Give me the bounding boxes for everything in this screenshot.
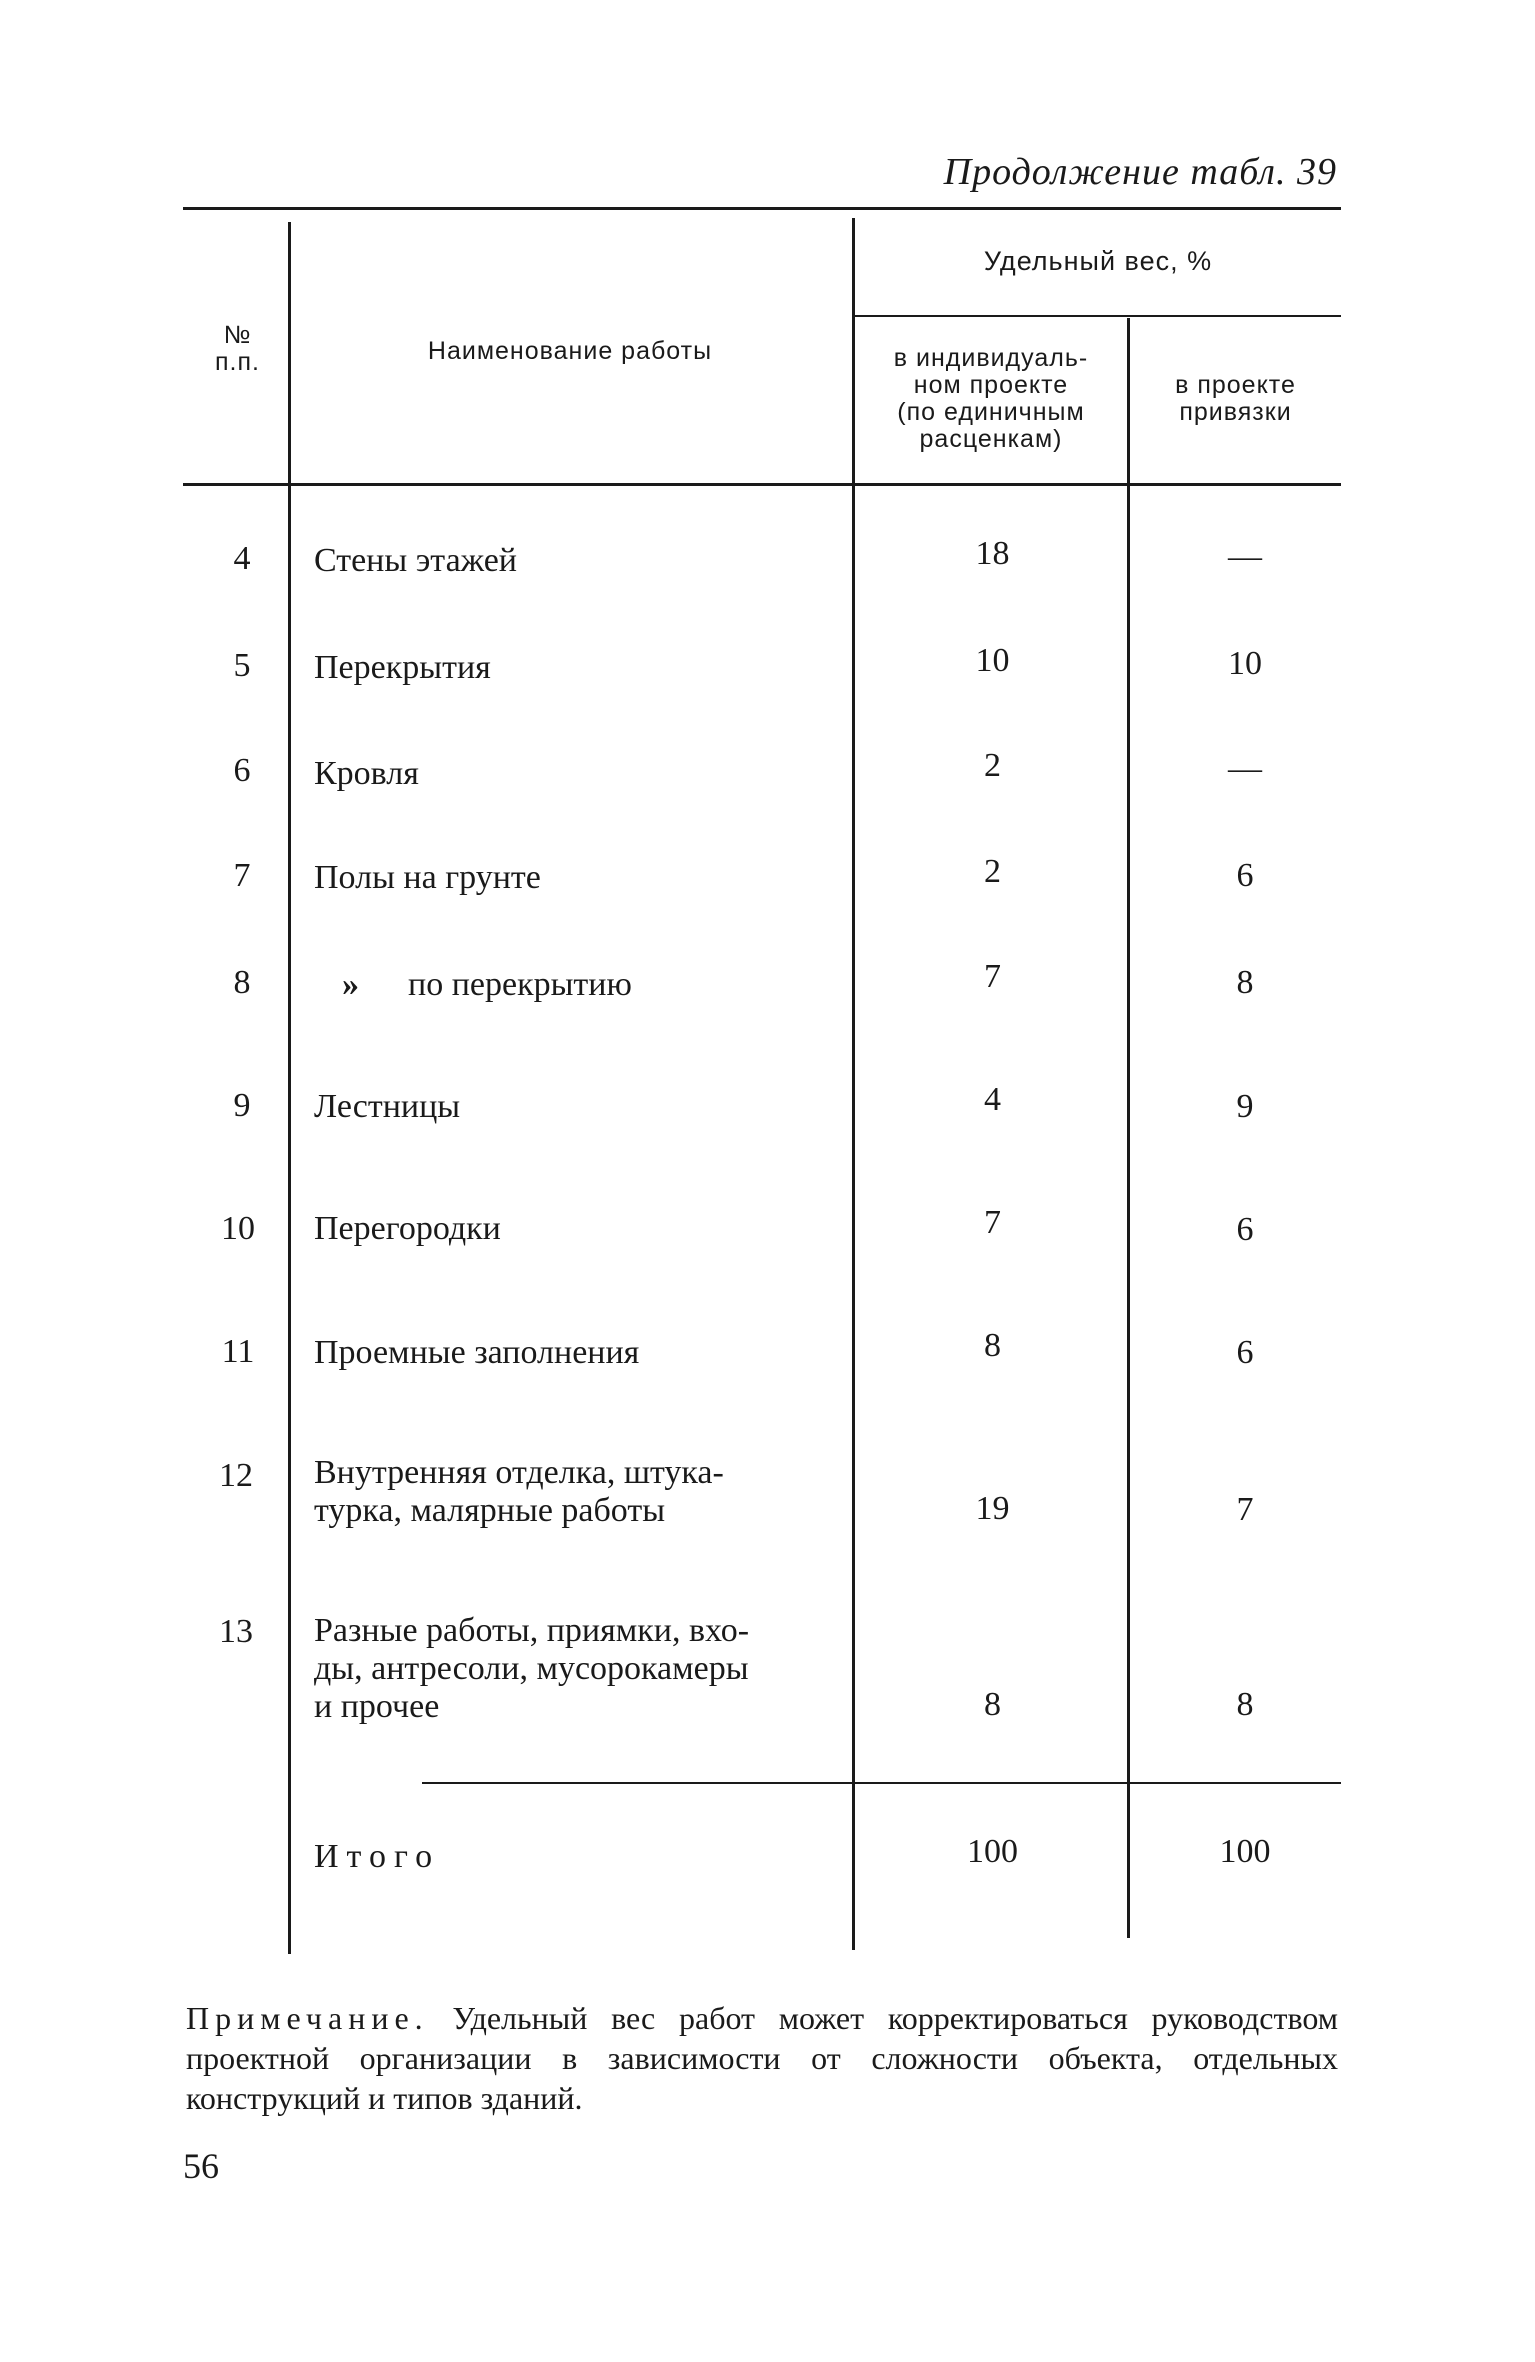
row-num: 6 — [233, 752, 251, 789]
row-num: 10 — [221, 1210, 255, 1247]
row-num: 5 — [233, 647, 251, 684]
row-individual: 19 — [975, 1490, 1010, 1527]
header-individual-line-4: расценкам) — [919, 425, 1063, 453]
table-top-rule — [183, 207, 1341, 210]
header-bottom-rule — [183, 483, 1341, 486]
column-divider-1 — [288, 222, 291, 1954]
header-binding-line-2: привязки — [1179, 398, 1292, 426]
row-num: 9 — [233, 1087, 251, 1124]
row-individual: 2 — [984, 747, 1001, 784]
note-text: Удельный вес работ может корректироваться руководством проектной организации в зависимости от сложности объекта, отдельных конструкций и типов зданий. — [186, 2000, 1338, 2116]
row-binding: 6 — [1236, 1334, 1254, 1371]
row-individual: 8 — [984, 1686, 1001, 1723]
row-name: Кровля — [314, 755, 419, 792]
row-name: Стены этажей — [314, 542, 518, 579]
header-num-line-1: № — [223, 321, 252, 349]
row-binding: 8 — [1236, 964, 1254, 1001]
row-binding: 7 — [1236, 1491, 1254, 1528]
header-individual-line-3: (по единичным — [897, 398, 1085, 426]
row-name: по перекрытию — [408, 966, 632, 1003]
header-group: Удельный вес, % — [983, 246, 1213, 276]
row-num: 12 — [219, 1457, 253, 1494]
row-num: 11 — [221, 1333, 255, 1370]
row-name-line: Разные работы, приямки, вхо- — [314, 1612, 750, 1649]
row-name-line: ды, антресоли, мусорокамеры — [314, 1650, 749, 1687]
row-binding: — — [1228, 750, 1262, 787]
header-binding — [1130, 372, 1341, 426]
row-name — [314, 1454, 839, 1530]
total-individual: 100 — [967, 1833, 1018, 1870]
total-binding: 100 — [1219, 1833, 1271, 1870]
row-num: 7 — [233, 857, 251, 894]
header-name: Наименование работы — [427, 337, 713, 365]
row-individual: 7 — [984, 1204, 1001, 1241]
header-individual — [855, 345, 1127, 453]
page-number: 56 — [183, 2146, 219, 2186]
row-num: 4 — [233, 540, 251, 577]
row-individual: 2 — [984, 853, 1001, 890]
row-name-line: и прочее — [314, 1688, 440, 1725]
row-name: Лестницы — [314, 1088, 461, 1125]
total-label: Итого — [314, 1838, 441, 1875]
row-name: Полы на грунте — [314, 859, 541, 896]
row-binding: 10 — [1228, 645, 1262, 682]
row-individual: 18 — [975, 535, 1010, 572]
header-binding-line-1: в проекте — [1175, 371, 1296, 399]
row-name: Перегородки — [314, 1210, 501, 1247]
header-num — [195, 322, 280, 376]
row-individual: 4 — [984, 1081, 1001, 1118]
group-header-rule — [855, 315, 1341, 317]
header-num-line-2: п.п. — [215, 348, 260, 376]
table-note — [186, 1998, 1338, 2118]
row-num: 13 — [219, 1613, 253, 1650]
header-individual-line-2: ном проекте — [913, 371, 1069, 399]
row-binding: 6 — [1236, 1211, 1254, 1248]
row-name-line: Внутренняя отделка, штука- — [314, 1454, 724, 1491]
row-binding: 6 — [1236, 857, 1254, 894]
total-rule — [422, 1782, 1341, 1784]
row-name: Проемные заполнения — [314, 1334, 640, 1371]
row-name — [314, 1612, 839, 1726]
row-individual: 7 — [984, 958, 1001, 995]
row-binding: 9 — [1236, 1088, 1254, 1125]
row-num: 8 — [233, 964, 251, 1001]
row-binding: — — [1228, 538, 1262, 575]
header-individual-line-1: в индивидуаль- — [893, 344, 1089, 372]
row-individual: 10 — [975, 642, 1010, 679]
row-name: Перекрытия — [314, 649, 491, 686]
row-binding: 8 — [1236, 1686, 1254, 1723]
ditto-mark: » — [342, 966, 359, 1003]
row-individual: 8 — [984, 1327, 1001, 1364]
table-caption: Продолжение табл. 39 — [943, 151, 1337, 193]
note-lead: Примечание. — [186, 2000, 429, 2036]
row-name-line: турка, малярные работы — [314, 1492, 666, 1529]
